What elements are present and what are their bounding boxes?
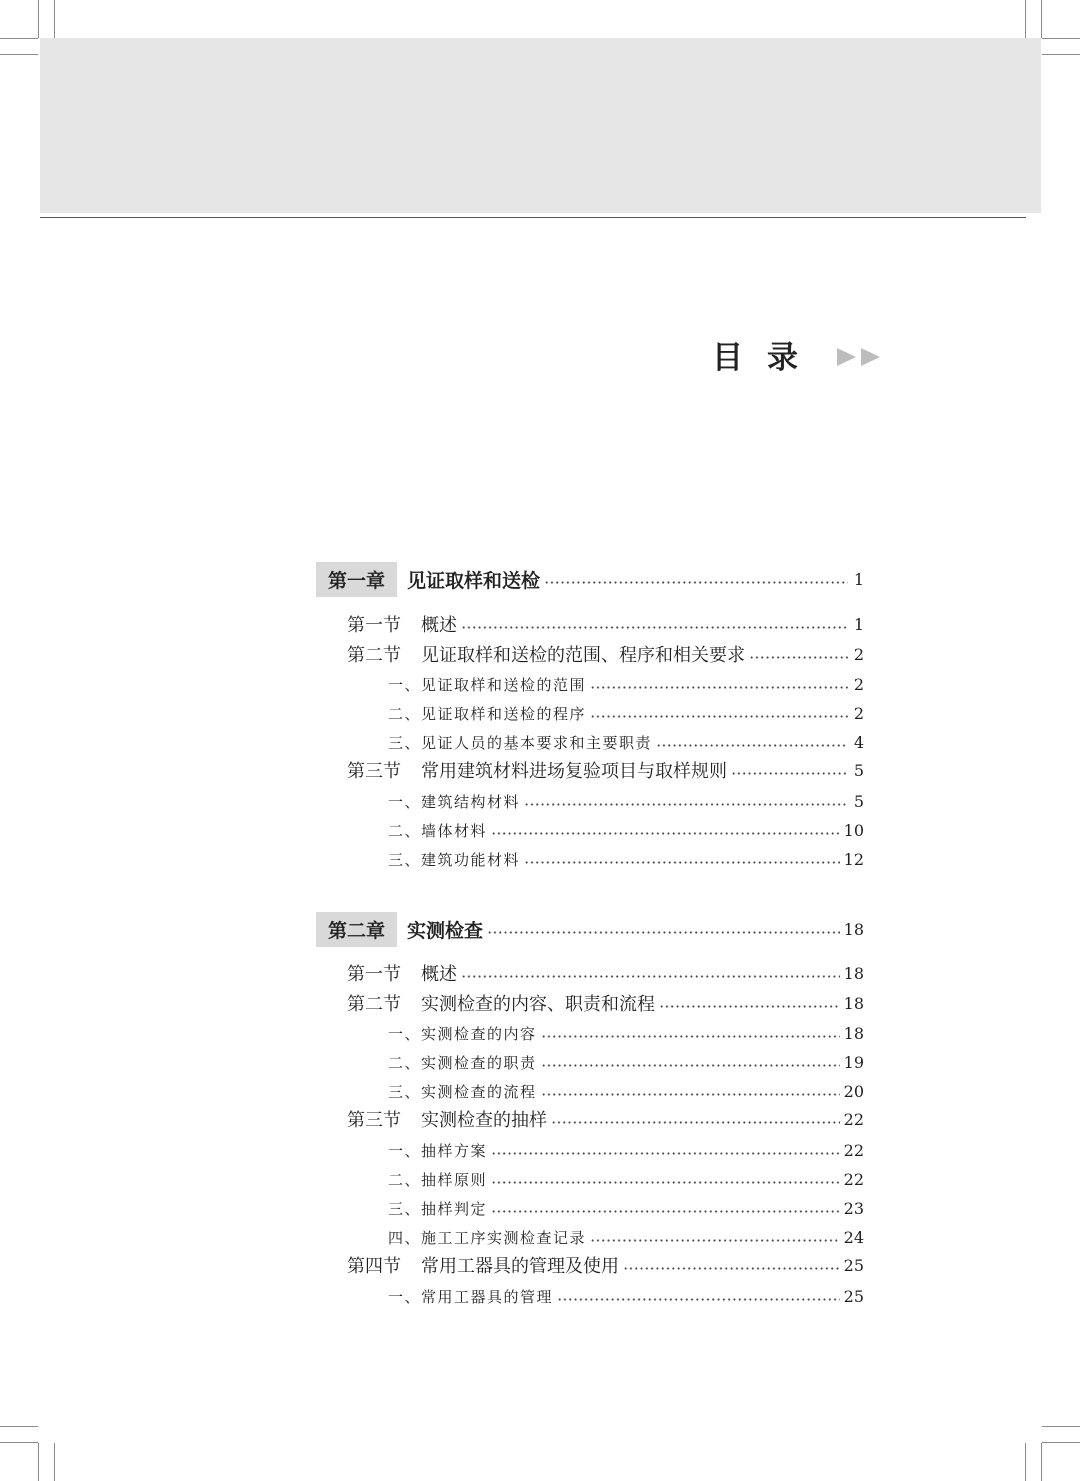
toc-section[interactable] [347,611,864,637]
toc-item[interactable] [388,1195,864,1221]
page-number: 22 [843,1109,864,1129]
page-number: 18 [843,993,864,1013]
item-title: 一、常用工器具的管理 [388,1287,554,1306]
page-number: 5 [853,760,864,780]
chapter-title: 实测检查 [407,919,484,942]
item-title: 二、抽样原则 [388,1170,488,1189]
page-number: 20 [843,1081,864,1101]
dot-leader [590,715,848,718]
dot-leader [491,1181,840,1184]
toc-section[interactable] [347,960,864,986]
dot-leader [659,1005,840,1008]
toc-item[interactable] [388,1283,864,1309]
toc-item[interactable] [388,788,864,814]
toc-item[interactable] [388,1166,864,1192]
toc-item[interactable] [388,1020,864,1046]
section-title: 实测检查的内容、职责和流程 [421,994,655,1015]
toc-chapter-1[interactable] [316,566,864,592]
item-title: 二、见证取样和送检的程序 [388,704,587,723]
page-number: 1 [853,569,864,589]
dot-leader [590,1239,840,1242]
section-title: 概述 [421,964,457,985]
toc-section[interactable] [347,641,864,667]
dot-leader [541,1093,840,1096]
item-title: 三、见证人员的基本要求和主要职责 [388,733,653,752]
dot-leader [557,1298,840,1301]
toc-item[interactable] [388,700,864,726]
dot-leader [491,832,840,835]
page-number: 23 [843,1198,864,1218]
item-title: 四、施工工序实测检查记录 [388,1228,587,1247]
toc-item[interactable] [388,817,864,843]
dot-leader [491,1152,840,1155]
dot-leader [749,656,848,659]
dot-leader [590,686,848,689]
toc-item[interactable] [388,729,864,755]
dot-leader [461,626,848,629]
dot-leader [731,772,848,775]
toc-item[interactable] [388,671,864,697]
page-number: 25 [843,1286,864,1306]
page-number: 4 [853,732,864,752]
dot-leader [487,931,840,934]
page-number: 5 [853,791,864,811]
item-title: 二、墙体材料 [388,821,488,840]
toc-item[interactable] [388,846,864,872]
section-title: 见证取样和送检的范围、程序和相关要求 [421,645,745,666]
dot-leader [551,1121,840,1124]
item-title: 一、建筑结构材料 [388,792,521,811]
page-number: 19 [843,1052,864,1072]
page-number: 10 [843,820,864,840]
page-number: 25 [843,1255,864,1275]
item-title: 二、实测检查的职责 [388,1053,537,1072]
section-title: 常用工器具的管理及使用 [421,1256,619,1277]
chapter-title: 见证取样和送检 [407,569,541,592]
page-number: 18 [843,1023,864,1043]
toc-section[interactable] [347,990,864,1016]
dot-leader [544,581,848,584]
dot-leader [541,1064,840,1067]
toc-section[interactable] [347,1106,864,1132]
chapter-number: 第一章 [316,562,397,597]
section-number: 第二节 [347,994,401,1015]
item-title: 三、建筑功能材料 [388,850,521,869]
chapter-number: 第二章 [316,912,397,947]
toc-section[interactable] [347,1252,864,1278]
toc-item[interactable] [388,1224,864,1250]
toc-item[interactable] [388,1078,864,1104]
section-title: 实测检查的抽样 [421,1110,547,1131]
page-number: 2 [853,703,864,723]
dot-leader [541,1035,840,1038]
item-title: 三、抽样判定 [388,1199,488,1218]
page-number: 1 [853,614,864,634]
dot-leader [623,1267,840,1270]
toc-item[interactable] [388,1049,864,1075]
section-number: 第三节 [347,761,401,782]
page-number: 18 [843,963,864,983]
page-number: 22 [843,1169,864,1189]
dot-leader [524,803,848,806]
dot-leader [524,861,840,864]
section-number: 第二节 [347,645,401,666]
section-title: 概述 [421,615,457,636]
page-number: 18 [843,919,864,939]
section-number: 第三节 [347,1110,401,1131]
page-number: 2 [853,674,864,694]
item-title: 一、实测检查的内容 [388,1024,537,1043]
toc-title: 目录 [712,340,822,376]
page-number: 12 [843,849,864,869]
dot-leader [491,1210,840,1213]
page-number: 2 [853,644,864,664]
section-number: 第一节 [347,964,401,985]
page-number: 22 [843,1140,864,1160]
section-number: 第四节 [347,1256,401,1277]
item-title: 一、见证取样和送检的范围 [388,675,587,694]
page-number: 24 [843,1227,864,1247]
toc-section[interactable] [347,757,864,783]
dot-leader [656,744,848,747]
item-title: 三、实测检查的流程 [388,1082,537,1101]
toc-chapter-2[interactable] [316,916,864,942]
toc-item[interactable] [388,1137,864,1163]
section-number: 第一节 [347,615,401,636]
dot-leader [461,975,840,978]
section-title: 常用建筑材料进场复验项目与取样规则 [421,761,727,782]
item-title: 一、抽样方案 [388,1141,488,1160]
